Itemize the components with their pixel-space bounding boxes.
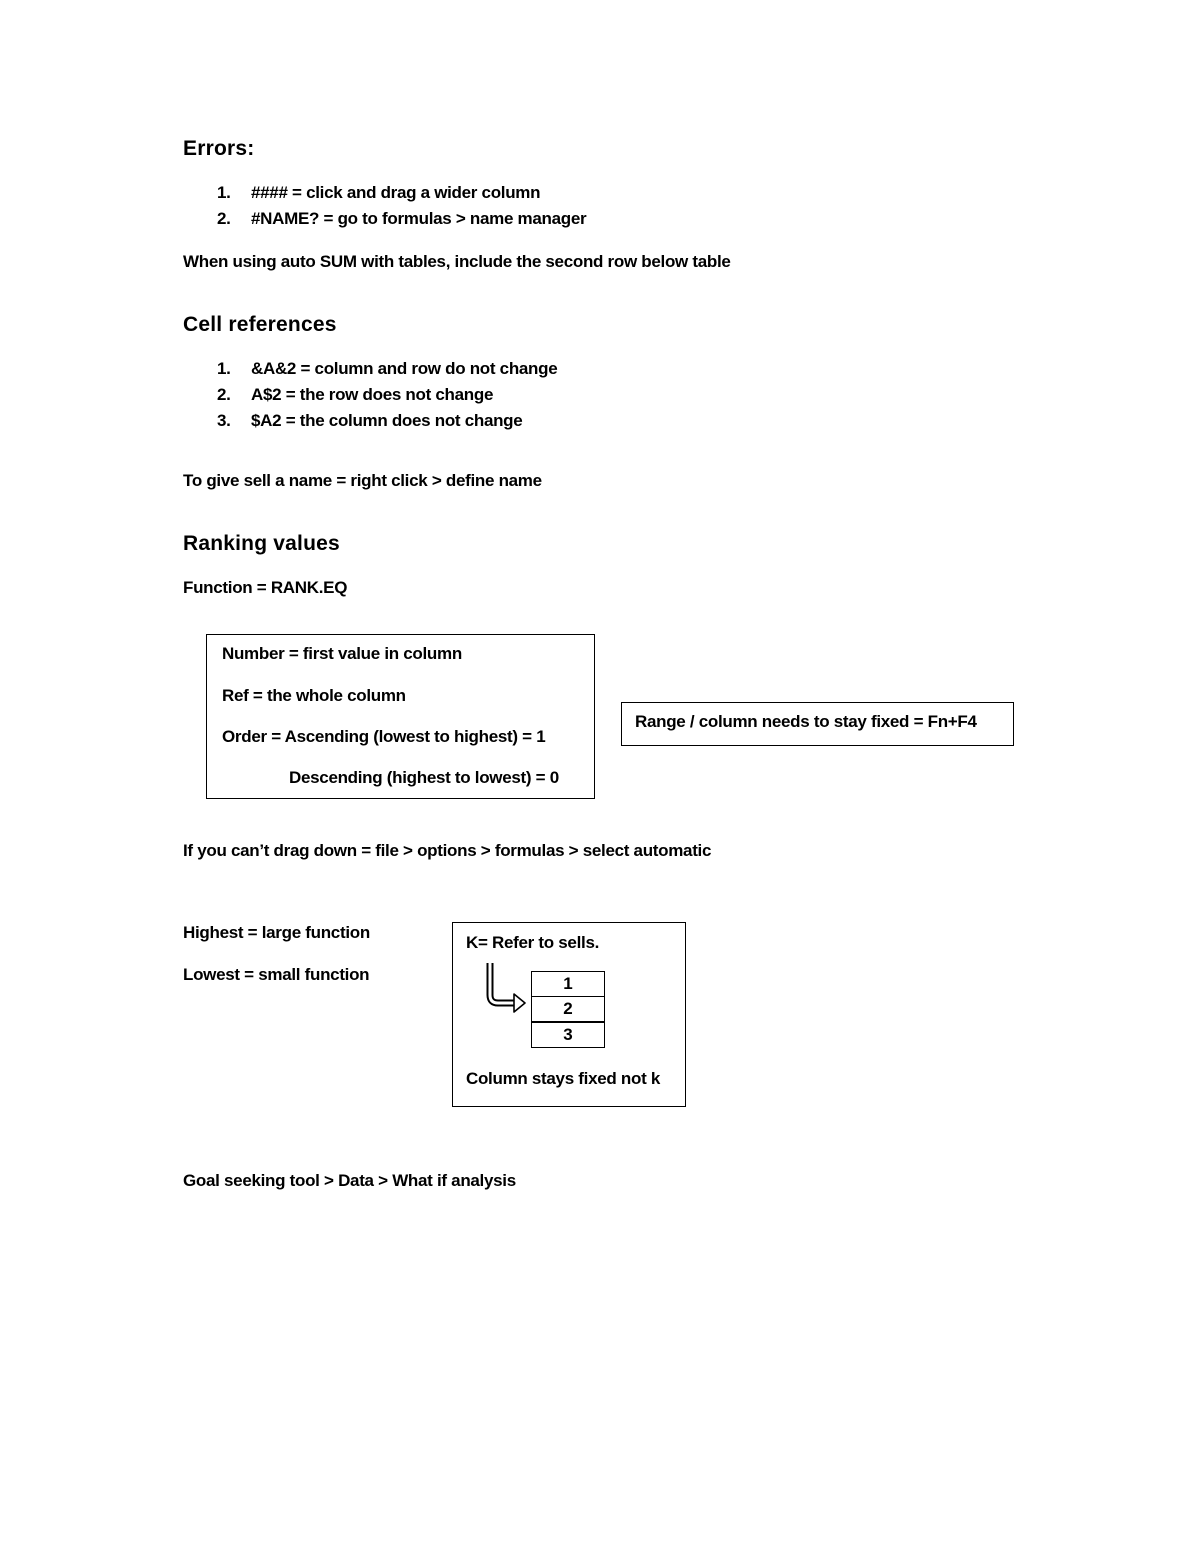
errors-heading: Errors: xyxy=(183,137,255,160)
function-line: Function = RANK.EQ xyxy=(183,578,348,597)
errors-item-2 xyxy=(217,209,586,229)
list-number: 1. xyxy=(217,359,231,378)
ranking-heading: Ranking values xyxy=(183,532,340,555)
list-text: #NAME? = go to formulas > name manager xyxy=(251,209,587,228)
lowest-line: Lowest = small function xyxy=(183,965,370,984)
k-diagram-box xyxy=(452,922,686,1107)
arg-order-ascending: Order = Ascending (lowest to highest) = 1 xyxy=(222,727,546,746)
bent-arrow-icon xyxy=(485,961,530,1013)
cell-refs-item-1 xyxy=(217,359,557,379)
k-footer: Column stays fixed not k xyxy=(466,1069,661,1088)
list-number: 2. xyxy=(217,385,231,404)
list-number: 2. xyxy=(217,209,231,228)
define-name-note: To give sell a name = right click > define name xyxy=(183,471,542,490)
list-text: A$2 = the row does not change xyxy=(251,385,494,404)
list-text: #### = click and drag a wider column xyxy=(251,183,541,202)
highest-line: Highest = large function xyxy=(183,923,370,942)
range-fixed-box xyxy=(621,702,1014,746)
cell-refs-item-3 xyxy=(217,411,522,431)
list-text: $A2 = the column does not change xyxy=(251,411,523,430)
cell-3: 3 xyxy=(531,1022,605,1048)
cell-2: 2 xyxy=(531,996,605,1022)
arg-number: Number = first value in column xyxy=(222,644,462,663)
drag-down-note: If you can’t drag down = file > options > formulas > select automatic xyxy=(183,841,712,860)
errors-item-1 xyxy=(217,183,540,203)
arg-ref: Ref = the whole column xyxy=(222,686,406,705)
cell-refs-item-2 xyxy=(217,385,493,405)
cell-refs-heading: Cell references xyxy=(183,313,337,336)
list-text: &A&2 = column and row do not change xyxy=(251,359,558,378)
arg-order-descending: Descending (highest to lowest) = 0 xyxy=(289,768,559,787)
autosum-note: When using auto SUM with tables, include the second row below table xyxy=(183,252,731,271)
goal-seek-line: Goal seeking tool > Data > What if analysis xyxy=(183,1171,516,1190)
list-number: 1. xyxy=(217,183,231,202)
rank-args-box xyxy=(206,634,595,799)
list-number: 3. xyxy=(217,411,231,430)
range-fixed-note: Range / column needs to stay fixed = Fn+F4 xyxy=(635,712,977,731)
k-title: K= Refer to sells. xyxy=(466,933,600,952)
cell-1: 1 xyxy=(531,971,605,997)
